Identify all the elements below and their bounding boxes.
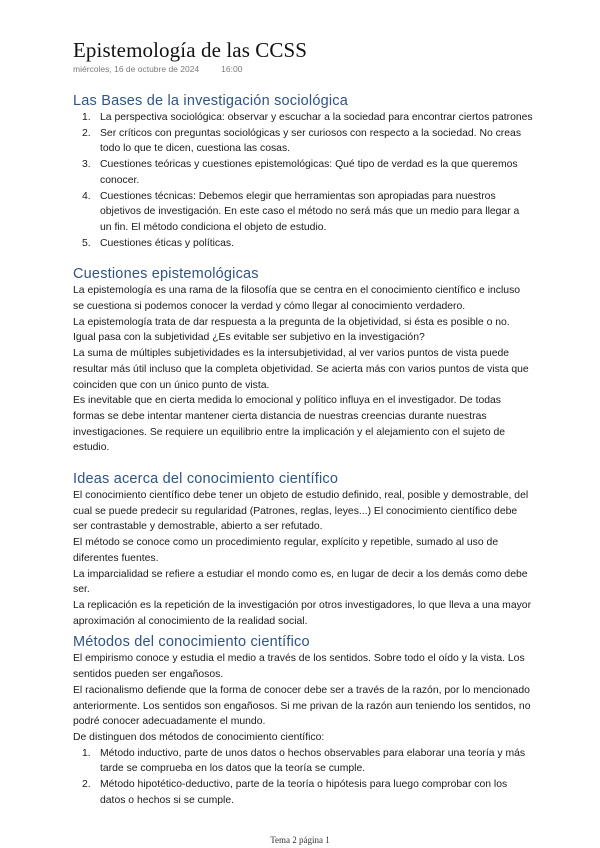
list-item: 1. Método inductivo, parte de unos datos o hechos observables para elaborar una teoría y más tarde se comprueba en los datos que la teoría se cumple. xyxy=(82,747,526,775)
section-heading: Ideas acerca del conocimiento científico xyxy=(73,471,339,488)
paragraph: El empirismo conoce y estudia el medio a través de los sentidos. Sobre todo el oído y la vista. Los sentidos pueden ser engañosos. xyxy=(73,653,525,681)
paragraph: La suma de múltiples subjetividades es la intersubjetividad, al ver varios puntos de vista puede resultar más útil incluso que la completa objetividad. Se acierta más con varios puntos de vista que coinciden que con un único punto de vista. xyxy=(73,348,529,391)
paragraph: La imparcialidad se refiere a estudiar el mondo como es, en lugar de decir a los demás como debe ser. xyxy=(73,568,528,596)
section-ideas-conocimiento xyxy=(73,470,533,629)
paragraph: El racionalismo defiende que la forma de conocer debe ser a través de la razón, por lo mencionado anteriormente. Los sentidos son engañosos. Si me privan de la razón aun teniendo los sentidos, no podré conocer adecuadamente el mundo. xyxy=(73,684,531,728)
section-metodos xyxy=(73,633,533,808)
page-meta xyxy=(73,64,242,74)
paragraph: La epistemología es una rama de la filosofía que se centra en el conocimiento científico e incluso se cuestiona si podemos conocer la verdad y cómo llegar al conocimiento verdadero. xyxy=(73,285,521,313)
paragraph: De distinguen dos métodos de conocimiento científico: xyxy=(73,731,325,743)
list-item: 2. Ser críticos con preguntas sociológicas y ser curiosos con respecto a la sociedad. No creas todo lo que te dicen, cuestiona las cosas. xyxy=(82,127,522,155)
numbered-list xyxy=(73,746,533,809)
section-heading: Cuestiones epistemológicas xyxy=(73,266,259,283)
paragraph: El conocimiento científico debe tener un objeto de estudio definido, real, posible y demostrable, del cual se puede predecir su regularidad (Patrones, reglas, leyes...) El conocimiento científico debe ser contrastable y demostrable, abierto a ser refutado. xyxy=(73,490,529,533)
section-heading: Métodos del conocimiento científico xyxy=(73,634,310,651)
numbered-list xyxy=(73,110,533,251)
page-time: 16:00 xyxy=(221,64,243,74)
page-date: miércoles, 16 de octubre de 2024 xyxy=(73,64,200,74)
list-item: 4. Cuestiones técnicas: Debemos elegir que herramientas son apropiadas para nuestros objetivos de investigación. En este caso el método no será más que un medio para llegar a un fin. El método condiciona el objeto de estudio. xyxy=(82,190,520,233)
paragraph: La epistemología trata de dar respuesta a la pregunta de la objetividad, si ésta es posible o no. Igual pasa con la subjetividad ¿Es evitable ser subjetivo en la investigación? xyxy=(73,316,510,344)
list-item: 5. Cuestiones éticas y políticas. xyxy=(82,237,234,249)
list-item: 3. Cuestiones teóricas y cuestiones epistemológicas: Qué tipo de verdad es la que queremos conocer. xyxy=(82,159,518,186)
list-item: 1. La perspectiva sociológica: observar y escuchar a la sociedad para encontrar ciertos patrones xyxy=(82,112,533,123)
section-cuestiones-epistemologicas xyxy=(73,265,533,456)
page-content xyxy=(73,92,533,808)
paragraph: El método se conoce como un procedimiento regular, explícito y repetible, sumado al uso de diferentes fuentes. xyxy=(73,537,499,564)
paragraph: La replicación es la repetición de la investigación por otros investigadores, lo que lleva a una mayor aproximación al conocimiento de la realidad social. xyxy=(73,599,532,627)
list-item: 2. Método hipotético-deductivo, parte de la teoría o hipótesis para luego comprobar con los datos o hechos si se cumple. xyxy=(82,779,508,806)
page-title: Epistemología de las CCSS xyxy=(73,38,308,62)
section-bases xyxy=(73,92,533,251)
paragraph: Es inevitable que en cierta medida lo emocional y político influya en el investigador. De todas formas se debe intentar mantener cierta distancia de nuestras creencias durante nuestras investigaciones. Se requiere un equilibrio entre la implicación y el alejamiento con el sujeto de estudio. xyxy=(73,395,506,454)
page-footer: Tema 2 página 1 xyxy=(270,835,330,845)
section-heading: Las Bases de la investigación sociológica xyxy=(73,93,348,109)
